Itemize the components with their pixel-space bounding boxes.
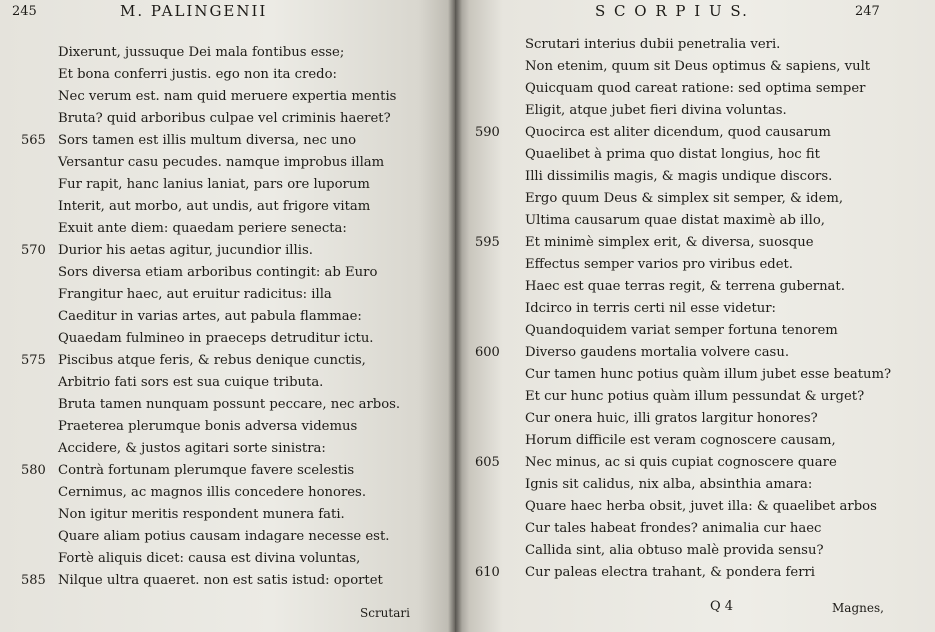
verse-line <box>58 548 438 570</box>
catchword: Scrutari <box>360 606 410 620</box>
verse-line <box>58 328 438 350</box>
verse-text: Haec est quae terras regit, & terrena gubernat. <box>525 279 845 294</box>
verse-text: Et bona conferri justis. ego non ita credo: <box>58 67 337 82</box>
left-page <box>0 0 455 632</box>
line-number: 600 <box>475 345 500 360</box>
verse-text: Fortè aliquis dicet: causa est divina voluntas, <box>58 551 361 566</box>
book-gutter <box>448 0 462 632</box>
verse-line <box>525 210 935 232</box>
line-number: 585 <box>21 573 46 588</box>
verse-line <box>58 218 438 240</box>
verse-text: Dixerunt, jussuque Dei mala fontibus esse; <box>58 45 345 60</box>
verse-line <box>58 394 438 416</box>
page-number: 245 <box>12 4 37 19</box>
verse-line <box>475 122 935 144</box>
running-head: S C O R P I U S. <box>595 2 749 20</box>
verse-text: Et cur hunc potius quàm illum pessundat & urget? <box>525 389 865 404</box>
verse-line <box>21 130 438 152</box>
verse-line <box>58 196 438 218</box>
verse-line <box>58 86 438 108</box>
verse-text: Interit, aut morbo, aut undis, aut frigore vitam <box>58 199 371 214</box>
verse-lines <box>475 34 935 584</box>
verse-line <box>58 262 438 284</box>
verse-line <box>525 320 935 342</box>
verse-text: Versantur casu pecudes. namque improbus illam <box>58 155 385 170</box>
verse-line <box>525 56 935 78</box>
verse-line <box>525 254 935 276</box>
verse-line <box>58 152 438 174</box>
verse-text: Idcirco in terris certi nil esse videtur: <box>525 301 776 316</box>
verse-line <box>58 306 438 328</box>
verse-line <box>475 342 935 364</box>
verse-text: Cur tamen hunc potius quàm illum jubet esse beatum? <box>525 367 892 382</box>
verse-text: Cur paleas electra trahant, & pondera ferri <box>525 565 816 580</box>
page-number: 247 <box>855 4 880 19</box>
verse-lines <box>21 42 438 592</box>
verse-text: Eligit, atque jubet fieri divina voluntas. <box>525 103 787 118</box>
verse-line <box>525 496 935 518</box>
verse-line <box>475 232 935 254</box>
verse-text: Cernimus, ac magnos illis concedere honores. <box>58 485 367 500</box>
verse-text: Fur rapit, hanc lanius laniat, pars ore luporum <box>58 177 370 192</box>
verse-line <box>58 438 438 460</box>
verse-text: Caeditur in varias artes, aut pabula flammae: <box>58 309 362 324</box>
verse-text: Ignis sit calidus, nix alba, absinthia amara: <box>525 477 813 492</box>
verse-text: Illi dissimilis magis, & magis undique discors. <box>525 169 833 184</box>
verse-line <box>58 42 438 64</box>
verse-line <box>525 166 935 188</box>
verse-text: Piscibus atque feris, & rebus denique cunctis, <box>58 353 366 368</box>
line-number: 565 <box>21 133 46 148</box>
line-number: 590 <box>475 125 500 140</box>
verse-line <box>525 276 935 298</box>
line-number: 610 <box>475 565 500 580</box>
line-number: 605 <box>475 455 500 470</box>
verse-line <box>525 540 935 562</box>
verse-text: Nilque ultra quaeret. non est satis istud: oportet <box>58 573 383 588</box>
verse-line <box>525 364 935 386</box>
verse-text: Quicquam quod careat ratione: sed optima semper <box>525 81 866 96</box>
verse-text: Non etenim, quum sit Deus optimus & sapiens, vult <box>525 59 871 74</box>
verse-line <box>525 100 935 122</box>
right-page <box>455 0 935 632</box>
verse-text: Quare haec herba obsit, juvet illa: & quaelibet arbos <box>525 499 877 514</box>
verse-text: Et minimè simplex erit, & diversa, suosque <box>525 235 814 250</box>
verse-line <box>525 386 935 408</box>
verse-line <box>525 518 935 540</box>
line-number: 595 <box>475 235 500 250</box>
verse-text: Sors diversa etiam arboribus contingit: ab Euro <box>58 265 378 280</box>
line-number: 575 <box>21 353 46 368</box>
verse-text: Arbitrio fati sors est sua cuique tributa. <box>58 375 324 390</box>
verse-text: Contrà fortunam plerumque favere scelestis <box>58 463 355 478</box>
verse-line <box>58 482 438 504</box>
verse-line <box>21 460 438 482</box>
line-number: 570 <box>21 243 46 258</box>
verse-text: Callida sint, alia obtuso malè provida sensu? <box>525 543 824 558</box>
verse-text: Bruta? quid arboribus culpae vel criminis haeret? <box>58 111 391 126</box>
verse-text: Durior his aetas agitur, jucundior illis. <box>58 243 313 258</box>
verse-line <box>525 188 935 210</box>
verse-line <box>58 526 438 548</box>
verse-line <box>58 284 438 306</box>
verse-text: Nec verum est. nam quid meruere expertia mentis <box>58 89 397 104</box>
verse-line <box>21 570 438 592</box>
verse-text: Nec minus, ac si quis cupiat cognoscere quare <box>525 455 837 470</box>
verse-text: Cur tales habeat frondes? animalia cur haec <box>525 521 822 536</box>
verse-line <box>525 408 935 430</box>
verse-text: Scrutari interius dubii penetralia veri. <box>525 37 781 52</box>
verse-line <box>21 240 438 262</box>
verse-line <box>525 78 935 100</box>
verse-line <box>58 174 438 196</box>
verse-line <box>58 372 438 394</box>
verse-line <box>475 562 935 584</box>
verse-text: Quandoquidem variat semper fortuna tenorem <box>525 323 838 338</box>
verse-line <box>58 504 438 526</box>
verse-line <box>525 144 935 166</box>
verse-text: Sors tamen est illis multum diversa, nec uno <box>58 133 357 148</box>
verse-line <box>58 64 438 86</box>
verse-line <box>525 298 935 320</box>
verse-text: Diverso gaudens mortalia volvere casu. <box>525 345 790 360</box>
verse-line <box>525 430 935 452</box>
verse-line <box>21 350 438 372</box>
verse-text: Exuit ante diem: quaedam periere senecta: <box>58 221 347 236</box>
verse-text: Quaedam fulmineo in praeceps detruditur ictu. <box>58 331 374 346</box>
running-head: M. PALINGENII <box>120 2 268 20</box>
verse-text: Ergo quum Deus & simplex sit semper, & idem, <box>525 191 844 206</box>
verse-line <box>58 416 438 438</box>
verse-line <box>58 108 438 130</box>
verse-text: Quocirca est aliter dicendum, quod causarum <box>525 125 831 140</box>
verse-line <box>475 452 935 474</box>
verse-text: Quaelibet à prima quo distat longius, hoc fit <box>525 147 820 162</box>
line-number: 580 <box>21 463 46 478</box>
verse-text: Non igitur meritis respondent munera fati. <box>58 507 345 522</box>
catchword: Magnes, <box>832 601 884 615</box>
verse-text: Accidere, & justos agitari sorte sinistra: <box>58 441 326 456</box>
verse-text: Effectus semper varios pro viribus edet. <box>525 257 793 272</box>
verse-text: Quare aliam potius causam indagare necesse est. <box>58 529 390 544</box>
verse-text: Cur onera huic, illi gratos largitur honores? <box>525 411 818 426</box>
verse-text: Praeterea plerumque bonis adversa videmus <box>58 419 358 434</box>
verse-line <box>525 34 935 56</box>
verse-text: Bruta tamen nunquam possunt peccare, nec arbos. <box>58 397 401 412</box>
verse-text: Ultima causarum quae distat maximè ab illo, <box>525 213 825 228</box>
verse-text: Frangitur haec, aut eruitur radicitus: illa <box>58 287 332 302</box>
signature-mark: Q 4 <box>710 599 734 614</box>
verse-text: Horum difficile est veram cognoscere causam, <box>525 433 836 448</box>
verse-line <box>525 474 935 496</box>
